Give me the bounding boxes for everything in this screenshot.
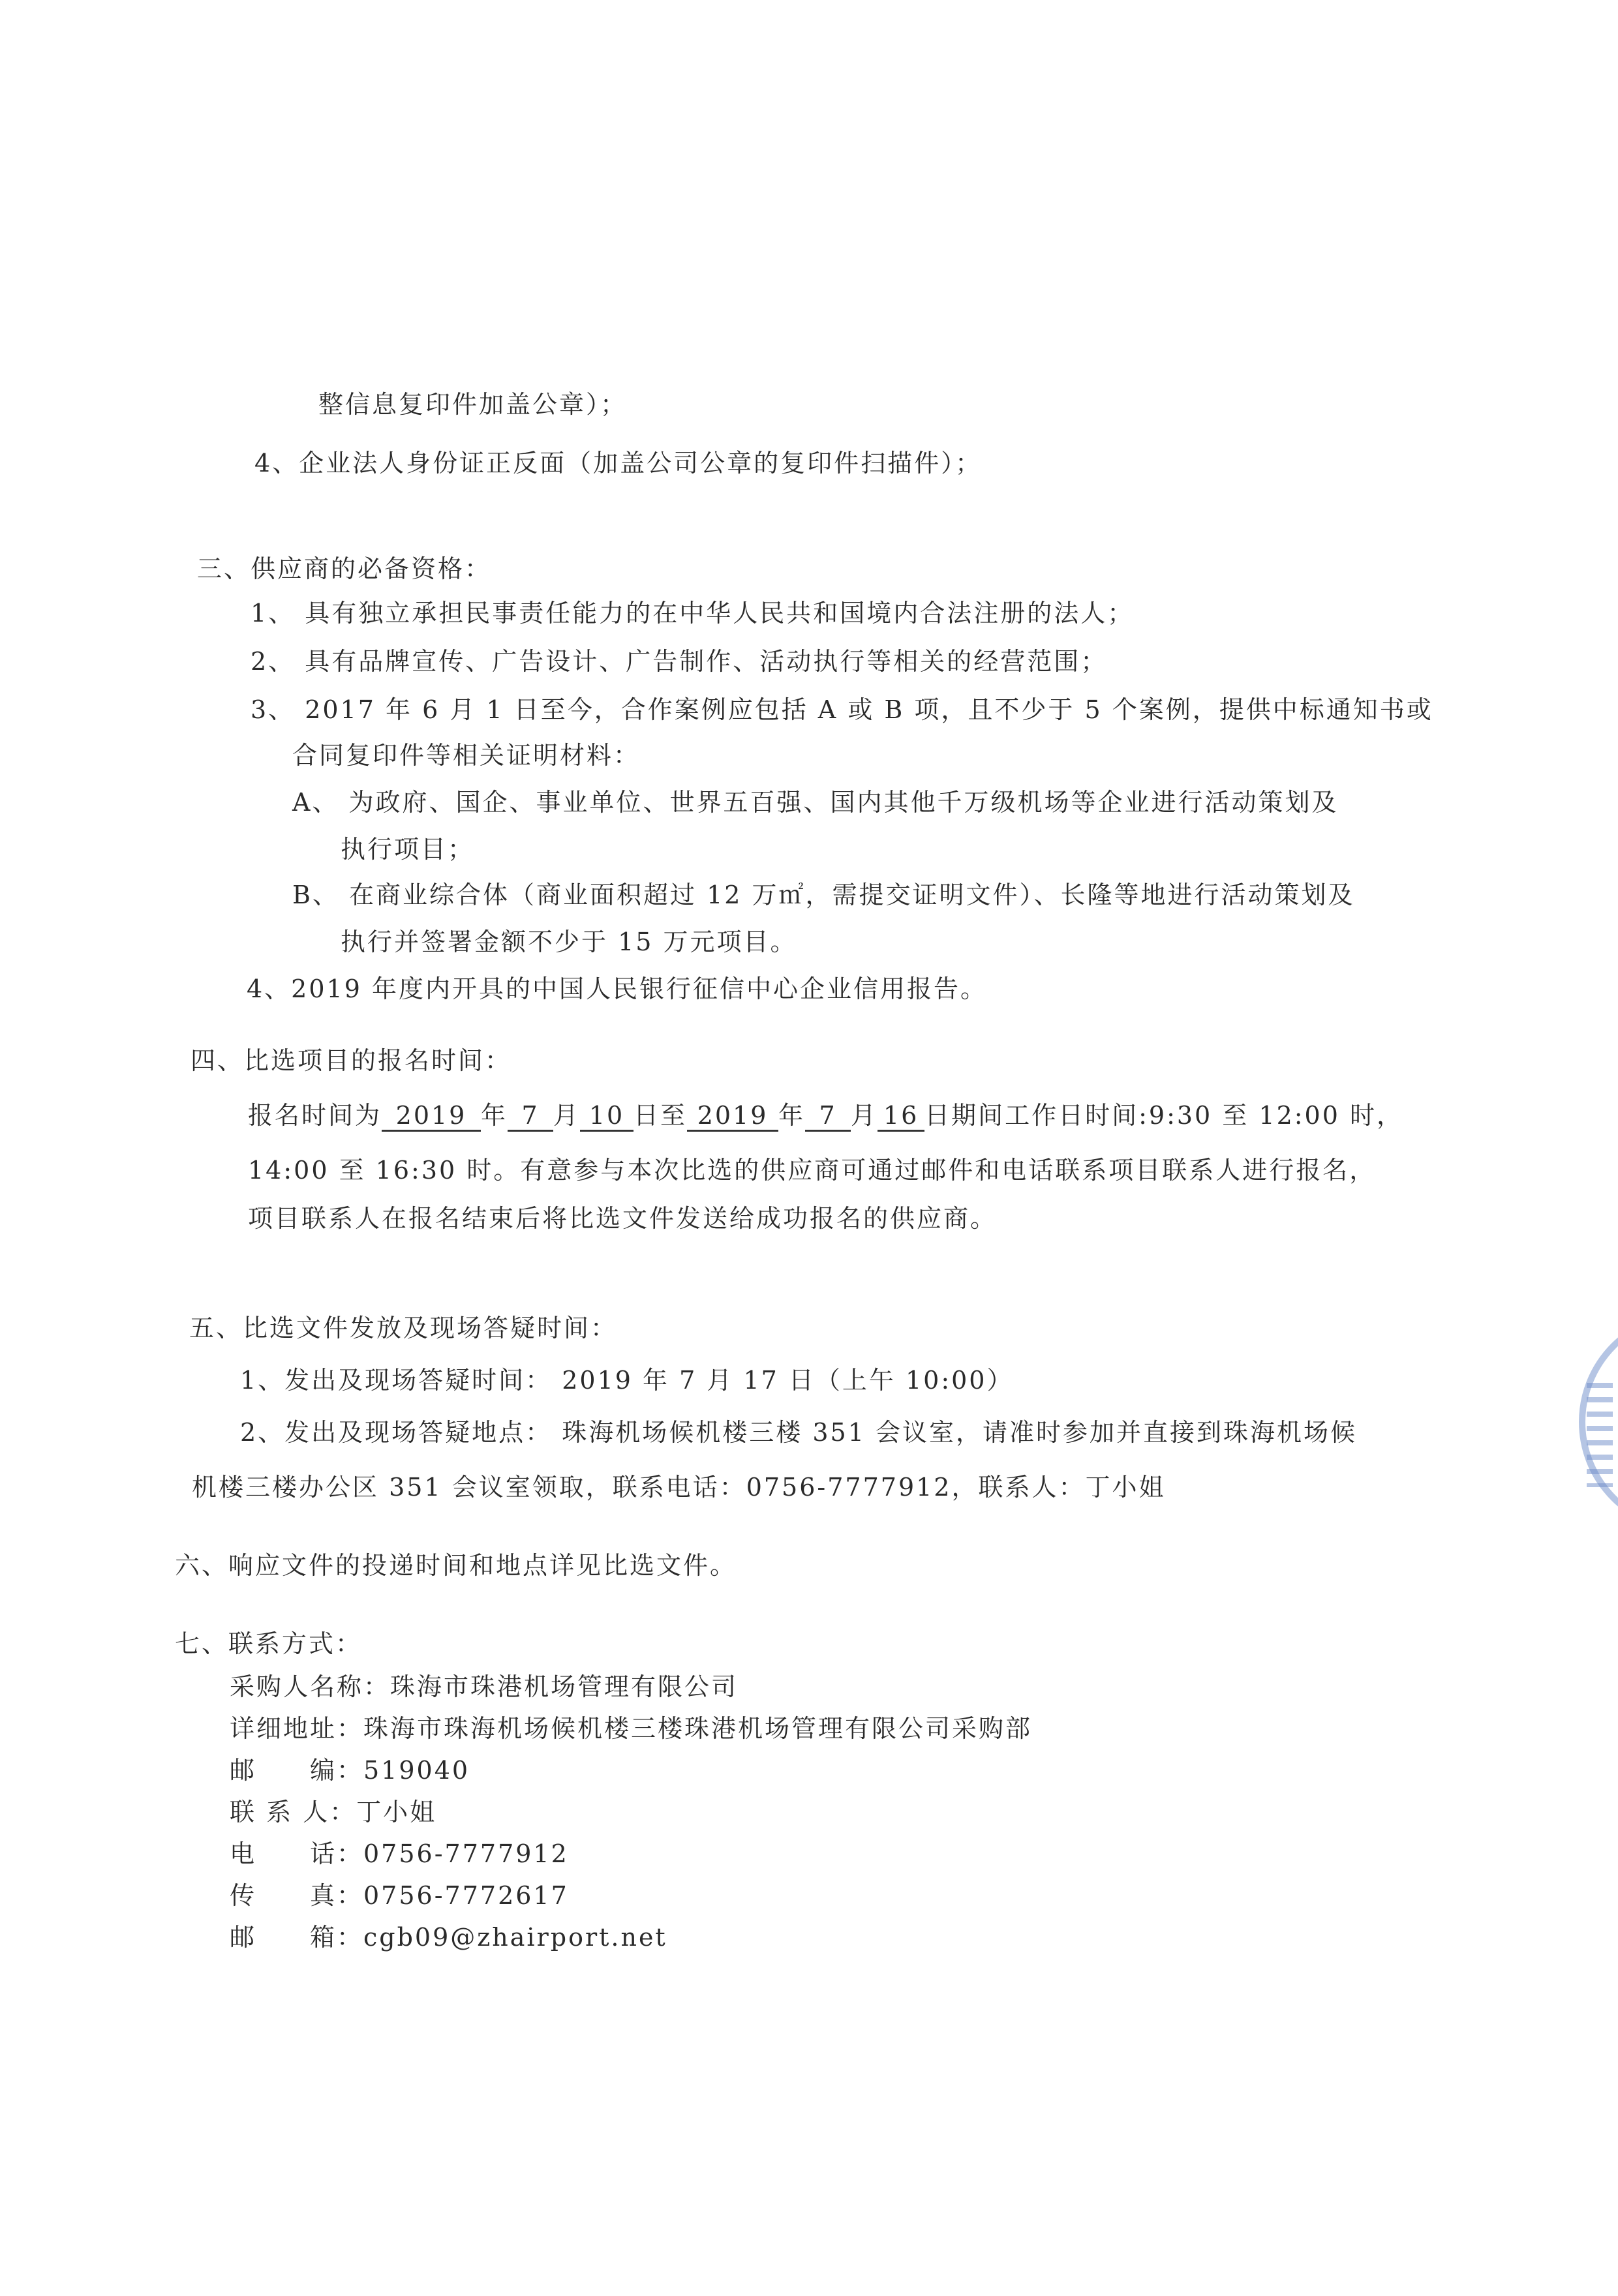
- text-line: 执行并签署金额不少于 15 万元项目。: [341, 928, 797, 956]
- text: 日期间工作日时间:9:30 至 12:00 时，: [924, 1101, 1403, 1130]
- end-day-field: 16: [878, 1101, 924, 1132]
- start-year-field: 2019: [382, 1101, 481, 1132]
- registration-time-line: [248, 1098, 1403, 1132]
- seal-texture: [1587, 1383, 1613, 1487]
- start-day-field: 10: [580, 1101, 633, 1132]
- contact-line: 邮 箱：cgb09@zhairport.net: [230, 1923, 667, 1952]
- text: 日至: [633, 1101, 688, 1130]
- text-line: 4、企业法人身份证正反面（加盖公司公章的复印件扫描件）；: [254, 449, 983, 477]
- text-line: 4、2019 年度内开具的中国人民银行征信中心企业信用报告。: [247, 974, 987, 1003]
- contact-line: 联 系 人：丁小姐: [230, 1798, 437, 1826]
- text-line: 机楼三楼办公区 351 会议室领取，联系电话：0756-7777912，联系人：丁小姐: [192, 1473, 1166, 1502]
- section-heading: 四、比选项目的报名时间：: [191, 1046, 512, 1075]
- section-heading: 六、响应文件的投递时间和地点详见比选文件。: [175, 1551, 737, 1580]
- start-month-field: 7: [508, 1101, 553, 1132]
- text-line: 项目联系人在报名结束后将比选文件发送给成功报名的供应商。: [248, 1204, 998, 1233]
- text-line: 2、发出及现场答疑地点： 珠海机场候机楼三楼 351 会议室，请准时参加并直接到珠海机场候: [240, 1418, 1357, 1447]
- end-year-field: 2019: [687, 1101, 778, 1132]
- contact-line: 采购人名称：珠海市珠港机场管理有限公司: [230, 1672, 739, 1701]
- text: 月: [851, 1101, 878, 1130]
- text-line: A、 为政府、国企、事业单位、世界五百强、国内其他千万级机场等企业进行活动策划及: [292, 788, 1339, 817]
- text-line: 执行项目；: [341, 835, 475, 864]
- text-line: 1、发出及现场答疑时间： 2019 年 7 月 17 日（上午 10:00）: [240, 1366, 1014, 1395]
- seal-stamp-edge: [1572, 1311, 1618, 1533]
- text: 年: [778, 1101, 806, 1130]
- contact-line: 邮 编：519040: [230, 1756, 470, 1785]
- contact-line: 详细地址：珠海市珠海机场候机楼三楼珠港机场管理有限公司采购部: [230, 1714, 1033, 1743]
- text-line: 合同复印件等相关证明材料：: [292, 741, 641, 770]
- end-month-field: 7: [805, 1101, 851, 1132]
- text: 报名时间为: [248, 1101, 382, 1130]
- contact-line: 传 真：0756-7772617: [230, 1881, 569, 1910]
- text-line: 3、 2017 年 6 月 1 日至今，合作案例应包括 A 或 B 项，且不少于 5 个案例，提供中标通知书或: [251, 695, 1433, 724]
- contact-line: 电 话：0756-7777912: [230, 1839, 569, 1868]
- section-heading: 七、联系方式：: [175, 1629, 363, 1658]
- section-heading: 三、供应商的必备资格：: [197, 554, 492, 583]
- text-line: 1、 具有独立承担民事责任能力的在中华人民共和国境内合法注册的法人；: [251, 599, 1135, 627]
- text-line: 整信息复印件加盖公章）；: [318, 390, 628, 419]
- text-line: B、 在商业综合体（商业面积超过 12 万㎡，需提交证明文件）、长隆等地进行活动策划及: [292, 881, 1355, 909]
- text: 月: [553, 1101, 581, 1130]
- text-line: 14:00 至 16:30 时。有意参与本次比选的供应商可通过邮件和电话联系项目联系人进行报名，: [248, 1156, 1377, 1185]
- text: 年: [481, 1101, 508, 1130]
- text-line: 2、 具有品牌宣传、广告设计、广告制作、活动执行等相关的经营范围；: [251, 647, 1108, 676]
- section-heading: 五、比选文件发放及现场答疑时间：: [189, 1314, 618, 1342]
